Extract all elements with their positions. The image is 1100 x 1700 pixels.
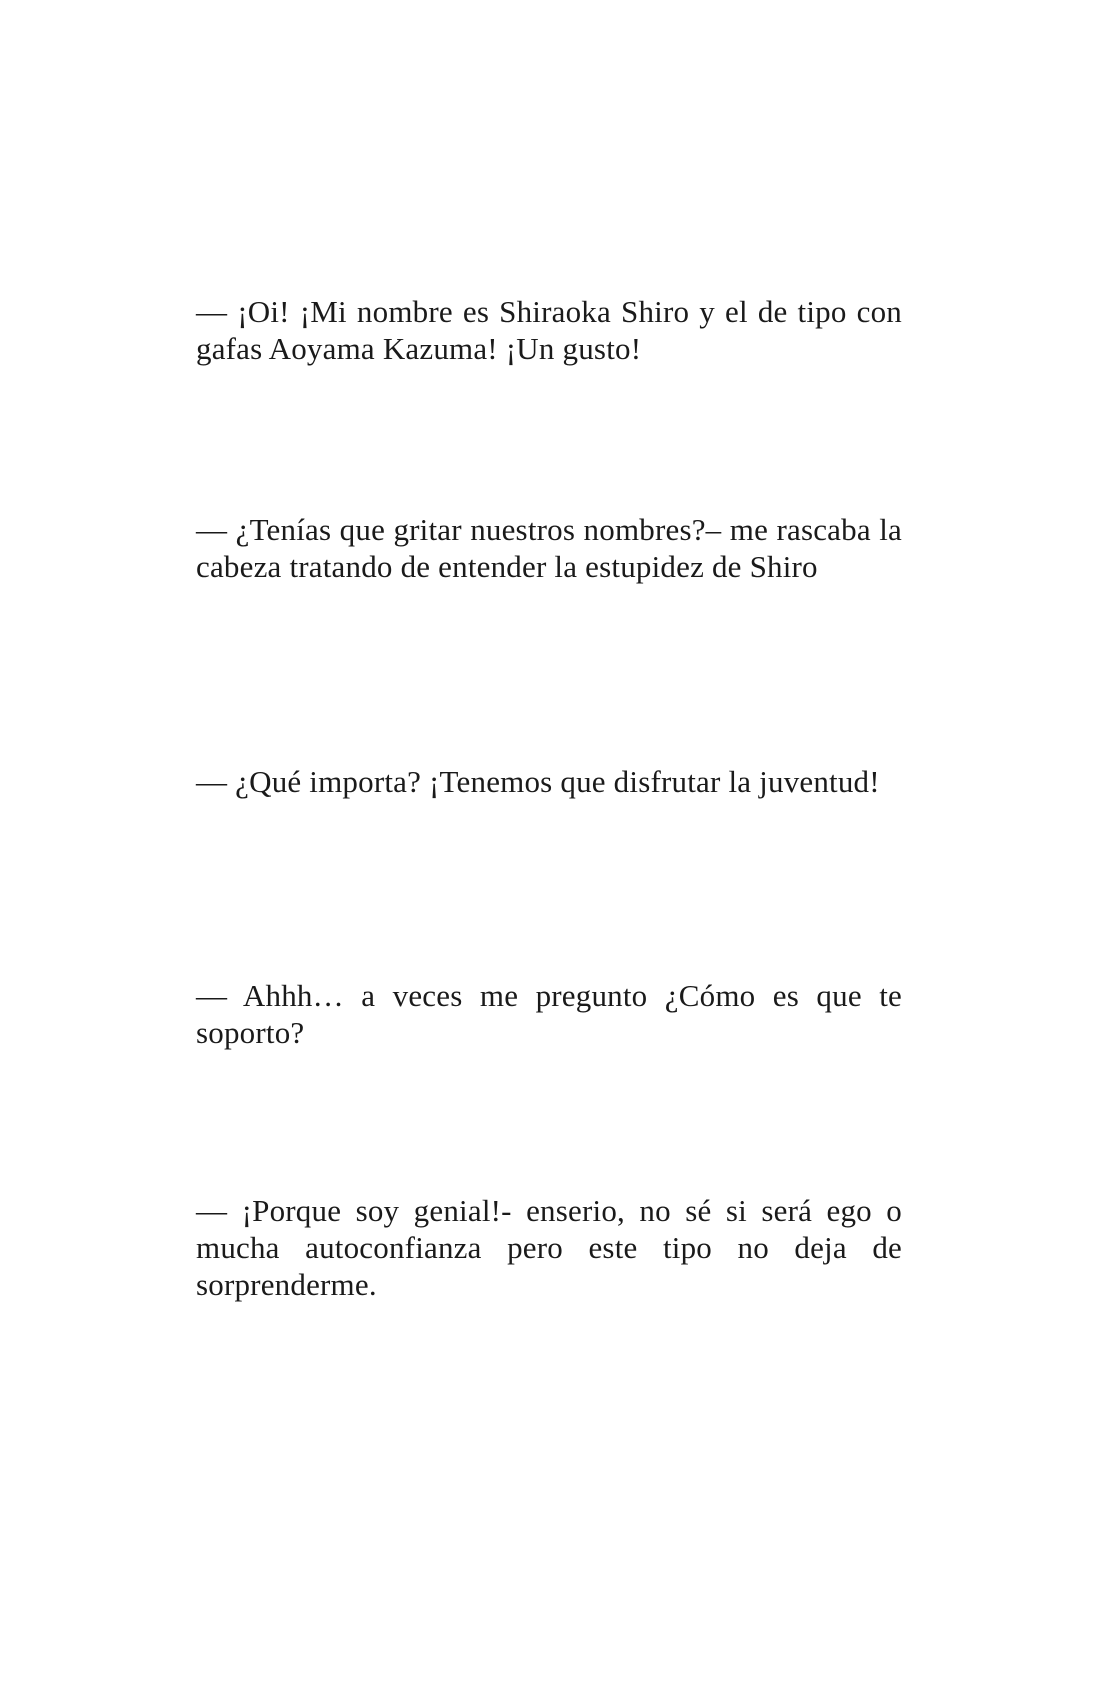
dialogue-paragraph-2: — ¿Tenías que gritar nuestros nombres?– me rascaba la cabeza tratando de entender la estupidez de Shiro [196,512,902,584]
dialogue-paragraph-1: — ¡Oi! ¡Mi nombre es Shiraoka Shiro y el de tipo con gafas Aoyama Kazuma! ¡Un gusto! [196,294,902,366]
dialogue-paragraph-5: — ¡Porque soy genial!- enserio, no sé si será ego o mucha autoconfianza pero este tipo no deja de sorprenderme. [196,1193,902,1302]
dialogue-paragraph-3: — ¿Qué importa? ¡Tenemos que disfrutar la juventud! [196,764,880,799]
dialogue-paragraph-4: — Ahhh… a veces me pregunto ¿Cómo es que te soporto? [196,978,902,1050]
